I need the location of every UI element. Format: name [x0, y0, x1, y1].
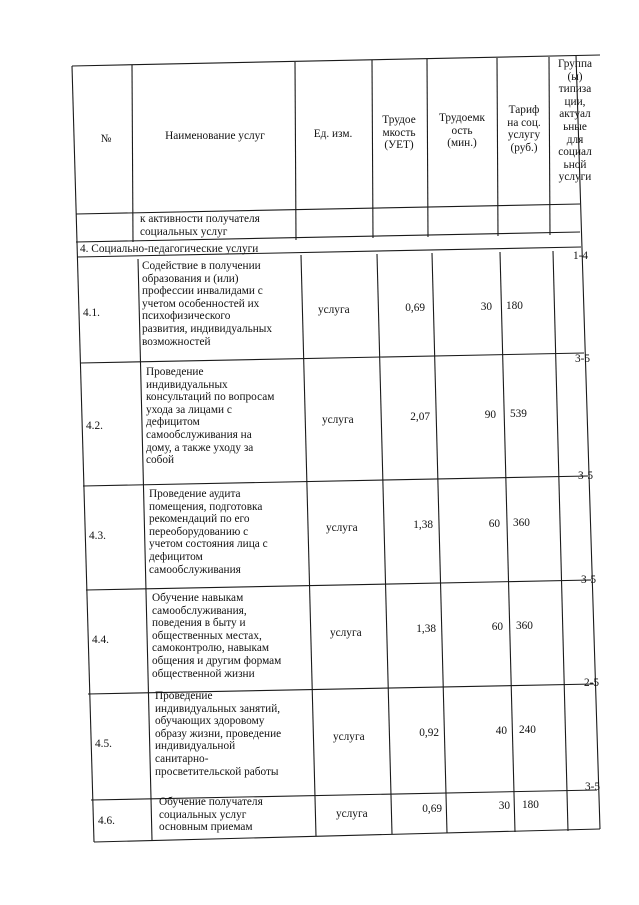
row-uet: 1,38: [413, 519, 433, 531]
row-group: 2-5: [583, 677, 599, 689]
section-title: 4. Социально-педагогические услуги: [80, 243, 259, 255]
row-unit: услуга: [322, 414, 354, 426]
row-number: 4.2.: [86, 420, 103, 432]
row-unit: услуга: [326, 522, 358, 534]
header-labor-minutes: Трудоемк ость (мин.): [438, 112, 486, 150]
row-tariff: 180: [506, 300, 523, 312]
row-group: 3-5: [580, 574, 596, 586]
row-minutes: 40: [495, 725, 507, 737]
row-minutes: 60: [488, 518, 500, 530]
row-unit: услуга: [333, 731, 365, 743]
row-minutes: 30: [480, 301, 492, 313]
row-tariff: 240: [519, 724, 536, 736]
row-uet: 1,38: [416, 623, 436, 635]
header-unit: Ед. изм.: [313, 128, 353, 140]
row-tariff: 539: [510, 408, 527, 420]
row-uet: 0,69: [405, 302, 425, 314]
row-service-name: Проведение индивидуальных консультаций по вопросам ухода за лицами с дефицитом самообслуживания на дому, а также уходу за собой: [146, 366, 275, 467]
header-tariff: Тариф на соц. услугу (руб.): [507, 104, 541, 154]
row-group: 1-4: [572, 250, 588, 262]
row-number: 4.4.: [92, 634, 109, 646]
row-group: 3-5: [584, 781, 600, 793]
row-number: 4.6.: [98, 815, 115, 827]
row-service-name: Проведение индивидуальных занятий, обучающих здоровому образу жизни, проведение индивидуальной санитарно- просветительской работы: [155, 690, 282, 778]
row-tariff: 360: [513, 517, 530, 529]
row-unit: услуга: [330, 627, 362, 639]
row-uet: 2,07: [410, 411, 430, 423]
row-unit: услуга: [318, 304, 350, 316]
row-number: 4.1.: [83, 307, 100, 319]
row-service-name: Проведение аудита помещения, подготовка рекомендаций по его переоборудованию с учетом состояния лица с дефицитом самообслуживания: [149, 488, 268, 576]
row-minutes: 30: [498, 800, 510, 812]
row-service-name: Обучение навыкам самообслуживания, поведения в быту и общественных местах, самоконтролю, навыкам общения и другим формам общественной жизни: [152, 592, 282, 680]
row-tariff: 180: [522, 799, 539, 811]
header-typization-group: Группа (ы) типиза ции, актуал ьные для социал ьной услуги: [557, 58, 593, 184]
row-number: 4.3.: [89, 530, 106, 542]
row-group: 3-5: [577, 470, 593, 482]
row-number: 4.5.: [95, 738, 112, 750]
header-number: №: [100, 133, 112, 145]
row-uet: 0,69: [422, 803, 442, 815]
row-uet: 0,92: [419, 727, 439, 739]
continuation-text: к активности получателя социальных услуг: [140, 213, 260, 238]
row-tariff: 360: [516, 620, 533, 632]
row-group: 3-5: [574, 353, 590, 365]
row-unit: услуга: [336, 808, 368, 820]
row-minutes: 90: [484, 409, 496, 421]
row-service-name: Обучение получателя социальных услуг основным приемам: [159, 796, 263, 834]
row-service-name: Содействие в получении образования и (или) профессии инвалидами с учетом особенностей их психофизического развития, индивидуальных возможностей: [142, 260, 273, 348]
header-service-name: Наименование услуг: [165, 130, 265, 142]
header-labor-uet: Трудое мкость (УЕТ): [382, 114, 416, 152]
row-minutes: 60: [491, 621, 503, 633]
